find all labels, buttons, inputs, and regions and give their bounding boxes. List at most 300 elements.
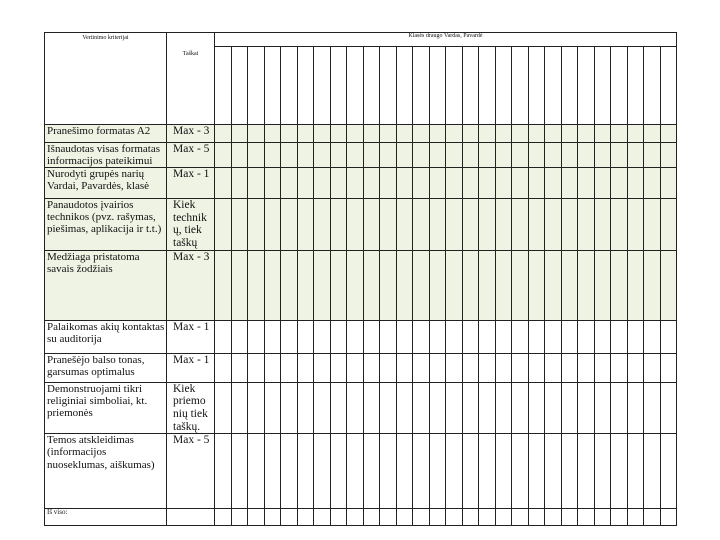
score-cell[interactable] xyxy=(594,434,611,509)
score-cell[interactable] xyxy=(380,434,397,509)
total-score-cell[interactable] xyxy=(281,509,298,526)
score-cell[interactable] xyxy=(248,125,265,143)
student-column-header[interactable] xyxy=(644,47,661,125)
score-cell[interactable] xyxy=(446,434,463,509)
student-column-header[interactable] xyxy=(231,47,248,125)
student-column-header[interactable] xyxy=(462,47,479,125)
score-cell[interactable] xyxy=(429,434,446,509)
total-score-cell[interactable] xyxy=(644,509,661,526)
score-cell[interactable] xyxy=(545,382,562,434)
score-cell[interactable] xyxy=(479,320,496,353)
score-cell[interactable] xyxy=(215,168,232,199)
score-cell[interactable] xyxy=(281,434,298,509)
score-cell[interactable] xyxy=(363,353,380,382)
score-cell[interactable] xyxy=(215,353,232,382)
score-cell[interactable] xyxy=(462,125,479,143)
score-cell[interactable] xyxy=(215,320,232,353)
score-cell[interactable] xyxy=(512,199,529,251)
student-column-header[interactable] xyxy=(660,47,677,125)
score-cell[interactable] xyxy=(512,143,529,168)
score-cell[interactable] xyxy=(281,353,298,382)
score-cell[interactable] xyxy=(363,250,380,320)
score-cell[interactable] xyxy=(446,353,463,382)
score-cell[interactable] xyxy=(363,125,380,143)
score-cell[interactable] xyxy=(644,382,661,434)
score-cell[interactable] xyxy=(479,434,496,509)
score-cell[interactable] xyxy=(644,125,661,143)
score-cell[interactable] xyxy=(314,434,331,509)
score-cell[interactable] xyxy=(396,125,413,143)
score-cell[interactable] xyxy=(363,199,380,251)
score-cell[interactable] xyxy=(512,125,529,143)
student-column-header[interactable] xyxy=(281,47,298,125)
score-cell[interactable] xyxy=(248,168,265,199)
total-score-cell[interactable] xyxy=(512,509,529,526)
score-cell[interactable] xyxy=(512,353,529,382)
student-column-header[interactable] xyxy=(413,47,430,125)
score-cell[interactable] xyxy=(545,125,562,143)
score-cell[interactable] xyxy=(462,320,479,353)
score-cell[interactable] xyxy=(446,250,463,320)
score-cell[interactable] xyxy=(446,168,463,199)
student-column-header[interactable] xyxy=(396,47,413,125)
score-cell[interactable] xyxy=(347,143,364,168)
student-column-header[interactable] xyxy=(594,47,611,125)
score-cell[interactable] xyxy=(611,143,628,168)
score-cell[interactable] xyxy=(330,168,347,199)
score-cell[interactable] xyxy=(545,250,562,320)
score-cell[interactable] xyxy=(644,353,661,382)
score-cell[interactable] xyxy=(495,168,512,199)
score-cell[interactable] xyxy=(479,199,496,251)
score-cell[interactable] xyxy=(281,168,298,199)
score-cell[interactable] xyxy=(644,143,661,168)
score-cell[interactable] xyxy=(495,382,512,434)
score-cell[interactable] xyxy=(429,143,446,168)
score-cell[interactable] xyxy=(429,199,446,251)
score-cell[interactable] xyxy=(363,434,380,509)
score-cell[interactable] xyxy=(215,125,232,143)
score-cell[interactable] xyxy=(248,320,265,353)
score-cell[interactable] xyxy=(264,434,281,509)
total-score-cell[interactable] xyxy=(545,509,562,526)
score-cell[interactable] xyxy=(479,353,496,382)
student-column-header[interactable] xyxy=(380,47,397,125)
score-cell[interactable] xyxy=(446,382,463,434)
score-cell[interactable] xyxy=(627,382,644,434)
score-cell[interactable] xyxy=(545,353,562,382)
score-cell[interactable] xyxy=(231,168,248,199)
score-cell[interactable] xyxy=(380,199,397,251)
score-cell[interactable] xyxy=(396,434,413,509)
score-cell[interactable] xyxy=(479,143,496,168)
total-score-cell[interactable] xyxy=(314,509,331,526)
score-cell[interactable] xyxy=(545,434,562,509)
score-cell[interactable] xyxy=(314,320,331,353)
total-score-cell[interactable] xyxy=(429,509,446,526)
score-cell[interactable] xyxy=(396,143,413,168)
score-cell[interactable] xyxy=(264,320,281,353)
score-cell[interactable] xyxy=(396,353,413,382)
score-cell[interactable] xyxy=(396,168,413,199)
score-cell[interactable] xyxy=(462,382,479,434)
score-cell[interactable] xyxy=(429,250,446,320)
score-cell[interactable] xyxy=(512,382,529,434)
score-cell[interactable] xyxy=(297,250,314,320)
score-cell[interactable] xyxy=(429,125,446,143)
score-cell[interactable] xyxy=(363,320,380,353)
score-cell[interactable] xyxy=(396,320,413,353)
score-cell[interactable] xyxy=(396,250,413,320)
score-cell[interactable] xyxy=(413,382,430,434)
total-score-cell[interactable] xyxy=(413,509,430,526)
score-cell[interactable] xyxy=(495,143,512,168)
student-column-header[interactable] xyxy=(314,47,331,125)
score-cell[interactable] xyxy=(561,199,578,251)
score-cell[interactable] xyxy=(314,125,331,143)
score-cell[interactable] xyxy=(231,143,248,168)
student-column-header[interactable] xyxy=(363,47,380,125)
score-cell[interactable] xyxy=(528,143,545,168)
score-cell[interactable] xyxy=(479,168,496,199)
score-cell[interactable] xyxy=(248,143,265,168)
score-cell[interactable] xyxy=(545,199,562,251)
score-cell[interactable] xyxy=(446,125,463,143)
score-cell[interactable] xyxy=(578,250,595,320)
score-cell[interactable] xyxy=(380,250,397,320)
score-cell[interactable] xyxy=(611,250,628,320)
score-cell[interactable] xyxy=(215,382,232,434)
student-column-header[interactable] xyxy=(330,47,347,125)
score-cell[interactable] xyxy=(330,250,347,320)
total-score-cell[interactable] xyxy=(330,509,347,526)
total-score-cell[interactable] xyxy=(594,509,611,526)
student-column-header[interactable] xyxy=(495,47,512,125)
score-cell[interactable] xyxy=(380,320,397,353)
score-cell[interactable] xyxy=(479,250,496,320)
score-cell[interactable] xyxy=(446,143,463,168)
score-cell[interactable] xyxy=(594,320,611,353)
score-cell[interactable] xyxy=(462,250,479,320)
score-cell[interactable] xyxy=(231,125,248,143)
score-cell[interactable] xyxy=(413,125,430,143)
score-cell[interactable] xyxy=(644,320,661,353)
score-cell[interactable] xyxy=(429,320,446,353)
score-cell[interactable] xyxy=(495,320,512,353)
score-cell[interactable] xyxy=(248,353,265,382)
score-cell[interactable] xyxy=(347,382,364,434)
score-cell[interactable] xyxy=(578,168,595,199)
total-score-cell[interactable] xyxy=(231,509,248,526)
score-cell[interactable] xyxy=(578,125,595,143)
score-cell[interactable] xyxy=(528,382,545,434)
score-cell[interactable] xyxy=(264,382,281,434)
score-cell[interactable] xyxy=(462,168,479,199)
student-column-header[interactable] xyxy=(578,47,595,125)
score-cell[interactable] xyxy=(594,250,611,320)
score-cell[interactable] xyxy=(578,353,595,382)
score-cell[interactable] xyxy=(330,199,347,251)
total-score-cell[interactable] xyxy=(627,509,644,526)
score-cell[interactable] xyxy=(578,143,595,168)
score-cell[interactable] xyxy=(644,168,661,199)
score-cell[interactable] xyxy=(413,320,430,353)
score-cell[interactable] xyxy=(297,434,314,509)
score-cell[interactable] xyxy=(611,434,628,509)
total-score-cell[interactable] xyxy=(347,509,364,526)
student-column-header[interactable] xyxy=(429,47,446,125)
score-cell[interactable] xyxy=(462,434,479,509)
score-cell[interactable] xyxy=(396,382,413,434)
score-cell[interactable] xyxy=(215,250,232,320)
total-score-cell[interactable] xyxy=(462,509,479,526)
score-cell[interactable] xyxy=(512,434,529,509)
score-cell[interactable] xyxy=(347,250,364,320)
score-cell[interactable] xyxy=(297,382,314,434)
score-cell[interactable] xyxy=(611,125,628,143)
score-cell[interactable] xyxy=(561,320,578,353)
score-cell[interactable] xyxy=(495,434,512,509)
score-cell[interactable] xyxy=(446,199,463,251)
score-cell[interactable] xyxy=(413,353,430,382)
student-column-header[interactable] xyxy=(215,47,232,125)
total-score-cell[interactable] xyxy=(660,509,677,526)
score-cell[interactable] xyxy=(380,382,397,434)
score-cell[interactable] xyxy=(578,320,595,353)
score-cell[interactable] xyxy=(396,199,413,251)
score-cell[interactable] xyxy=(264,168,281,199)
student-column-header[interactable] xyxy=(479,47,496,125)
score-cell[interactable] xyxy=(413,143,430,168)
total-score-cell[interactable] xyxy=(479,509,496,526)
score-cell[interactable] xyxy=(594,353,611,382)
score-cell[interactable] xyxy=(528,320,545,353)
score-cell[interactable] xyxy=(429,382,446,434)
score-cell[interactable] xyxy=(627,434,644,509)
score-cell[interactable] xyxy=(528,353,545,382)
score-cell[interactable] xyxy=(347,434,364,509)
total-score-cell[interactable] xyxy=(561,509,578,526)
student-column-header[interactable] xyxy=(446,47,463,125)
score-cell[interactable] xyxy=(644,250,661,320)
score-cell[interactable] xyxy=(231,320,248,353)
score-cell[interactable] xyxy=(281,250,298,320)
score-cell[interactable] xyxy=(561,125,578,143)
score-cell[interactable] xyxy=(314,353,331,382)
score-cell[interactable] xyxy=(462,143,479,168)
score-cell[interactable] xyxy=(611,168,628,199)
score-cell[interactable] xyxy=(528,199,545,251)
score-cell[interactable] xyxy=(264,353,281,382)
score-cell[interactable] xyxy=(297,199,314,251)
score-cell[interactable] xyxy=(627,320,644,353)
score-cell[interactable] xyxy=(380,353,397,382)
student-column-header[interactable] xyxy=(545,47,562,125)
score-cell[interactable] xyxy=(347,353,364,382)
score-cell[interactable] xyxy=(495,250,512,320)
score-cell[interactable] xyxy=(627,353,644,382)
student-column-header[interactable] xyxy=(264,47,281,125)
score-cell[interactable] xyxy=(479,125,496,143)
score-cell[interactable] xyxy=(297,143,314,168)
score-cell[interactable] xyxy=(660,353,677,382)
score-cell[interactable] xyxy=(215,143,232,168)
score-cell[interactable] xyxy=(248,250,265,320)
total-score-cell[interactable] xyxy=(396,509,413,526)
total-score-cell[interactable] xyxy=(578,509,595,526)
score-cell[interactable] xyxy=(528,250,545,320)
score-cell[interactable] xyxy=(314,250,331,320)
score-cell[interactable] xyxy=(512,168,529,199)
score-cell[interactable] xyxy=(528,168,545,199)
score-cell[interactable] xyxy=(611,382,628,434)
score-cell[interactable] xyxy=(363,143,380,168)
score-cell[interactable] xyxy=(578,434,595,509)
score-cell[interactable] xyxy=(297,353,314,382)
score-cell[interactable] xyxy=(248,434,265,509)
score-cell[interactable] xyxy=(611,320,628,353)
score-cell[interactable] xyxy=(429,168,446,199)
score-cell[interactable] xyxy=(330,143,347,168)
score-cell[interactable] xyxy=(644,434,661,509)
score-cell[interactable] xyxy=(660,382,677,434)
score-cell[interactable] xyxy=(627,168,644,199)
score-cell[interactable] xyxy=(314,382,331,434)
score-cell[interactable] xyxy=(561,168,578,199)
total-score-cell[interactable] xyxy=(495,509,512,526)
score-cell[interactable] xyxy=(660,168,677,199)
student-column-header[interactable] xyxy=(627,47,644,125)
score-cell[interactable] xyxy=(528,125,545,143)
score-cell[interactable] xyxy=(429,353,446,382)
score-cell[interactable] xyxy=(594,199,611,251)
student-column-header[interactable] xyxy=(611,47,628,125)
score-cell[interactable] xyxy=(281,382,298,434)
score-cell[interactable] xyxy=(644,199,661,251)
score-cell[interactable] xyxy=(215,434,232,509)
score-cell[interactable] xyxy=(462,353,479,382)
score-cell[interactable] xyxy=(413,434,430,509)
score-cell[interactable] xyxy=(314,199,331,251)
score-cell[interactable] xyxy=(281,143,298,168)
score-cell[interactable] xyxy=(627,143,644,168)
score-cell[interactable] xyxy=(545,320,562,353)
score-cell[interactable] xyxy=(231,434,248,509)
student-column-header[interactable] xyxy=(347,47,364,125)
score-cell[interactable] xyxy=(611,353,628,382)
score-cell[interactable] xyxy=(561,382,578,434)
score-cell[interactable] xyxy=(495,199,512,251)
score-cell[interactable] xyxy=(660,143,677,168)
score-cell[interactable] xyxy=(627,250,644,320)
score-cell[interactable] xyxy=(347,168,364,199)
total-score-cell[interactable] xyxy=(363,509,380,526)
score-cell[interactable] xyxy=(330,353,347,382)
score-cell[interactable] xyxy=(495,125,512,143)
score-cell[interactable] xyxy=(578,199,595,251)
score-cell[interactable] xyxy=(545,168,562,199)
student-column-header[interactable] xyxy=(248,47,265,125)
score-cell[interactable] xyxy=(314,168,331,199)
score-cell[interactable] xyxy=(231,199,248,251)
score-cell[interactable] xyxy=(462,199,479,251)
student-column-header[interactable] xyxy=(512,47,529,125)
score-cell[interactable] xyxy=(297,168,314,199)
score-cell[interactable] xyxy=(330,125,347,143)
score-cell[interactable] xyxy=(594,125,611,143)
score-cell[interactable] xyxy=(363,382,380,434)
score-cell[interactable] xyxy=(545,143,562,168)
score-cell[interactable] xyxy=(330,434,347,509)
score-cell[interactable] xyxy=(561,434,578,509)
score-cell[interactable] xyxy=(363,168,380,199)
score-cell[interactable] xyxy=(594,382,611,434)
score-cell[interactable] xyxy=(297,125,314,143)
total-score-cell[interactable] xyxy=(528,509,545,526)
score-cell[interactable] xyxy=(660,250,677,320)
total-score-cell[interactable] xyxy=(611,509,628,526)
score-cell[interactable] xyxy=(347,199,364,251)
score-cell[interactable] xyxy=(281,320,298,353)
score-cell[interactable] xyxy=(380,125,397,143)
score-cell[interactable] xyxy=(297,320,314,353)
score-cell[interactable] xyxy=(594,168,611,199)
score-cell[interactable] xyxy=(413,199,430,251)
score-cell[interactable] xyxy=(479,382,496,434)
score-cell[interactable] xyxy=(347,125,364,143)
score-cell[interactable] xyxy=(330,382,347,434)
score-cell[interactable] xyxy=(446,320,463,353)
score-cell[interactable] xyxy=(330,320,347,353)
total-score-cell[interactable] xyxy=(264,509,281,526)
score-cell[interactable] xyxy=(594,143,611,168)
score-cell[interactable] xyxy=(512,250,529,320)
score-cell[interactable] xyxy=(413,250,430,320)
score-cell[interactable] xyxy=(281,125,298,143)
score-cell[interactable] xyxy=(495,353,512,382)
student-column-header[interactable] xyxy=(561,47,578,125)
score-cell[interactable] xyxy=(281,199,298,251)
score-cell[interactable] xyxy=(231,382,248,434)
student-column-header[interactable] xyxy=(528,47,545,125)
score-cell[interactable] xyxy=(413,168,430,199)
student-column-header[interactable] xyxy=(297,47,314,125)
score-cell[interactable] xyxy=(347,320,364,353)
score-cell[interactable] xyxy=(231,353,248,382)
score-cell[interactable] xyxy=(528,434,545,509)
score-cell[interactable] xyxy=(627,125,644,143)
total-score-cell[interactable] xyxy=(248,509,265,526)
score-cell[interactable] xyxy=(264,199,281,251)
score-cell[interactable] xyxy=(660,320,677,353)
score-cell[interactable] xyxy=(578,382,595,434)
total-score-cell[interactable] xyxy=(297,509,314,526)
score-cell[interactable] xyxy=(611,199,628,251)
score-cell[interactable] xyxy=(627,199,644,251)
total-score-cell[interactable] xyxy=(446,509,463,526)
score-cell[interactable] xyxy=(248,382,265,434)
score-cell[interactable] xyxy=(215,199,232,251)
score-cell[interactable] xyxy=(561,250,578,320)
total-score-cell[interactable] xyxy=(215,509,232,526)
score-cell[interactable] xyxy=(660,434,677,509)
score-cell[interactable] xyxy=(314,143,331,168)
score-cell[interactable] xyxy=(561,353,578,382)
score-cell[interactable] xyxy=(264,143,281,168)
score-cell[interactable] xyxy=(561,143,578,168)
score-cell[interactable] xyxy=(660,199,677,251)
score-cell[interactable] xyxy=(231,250,248,320)
